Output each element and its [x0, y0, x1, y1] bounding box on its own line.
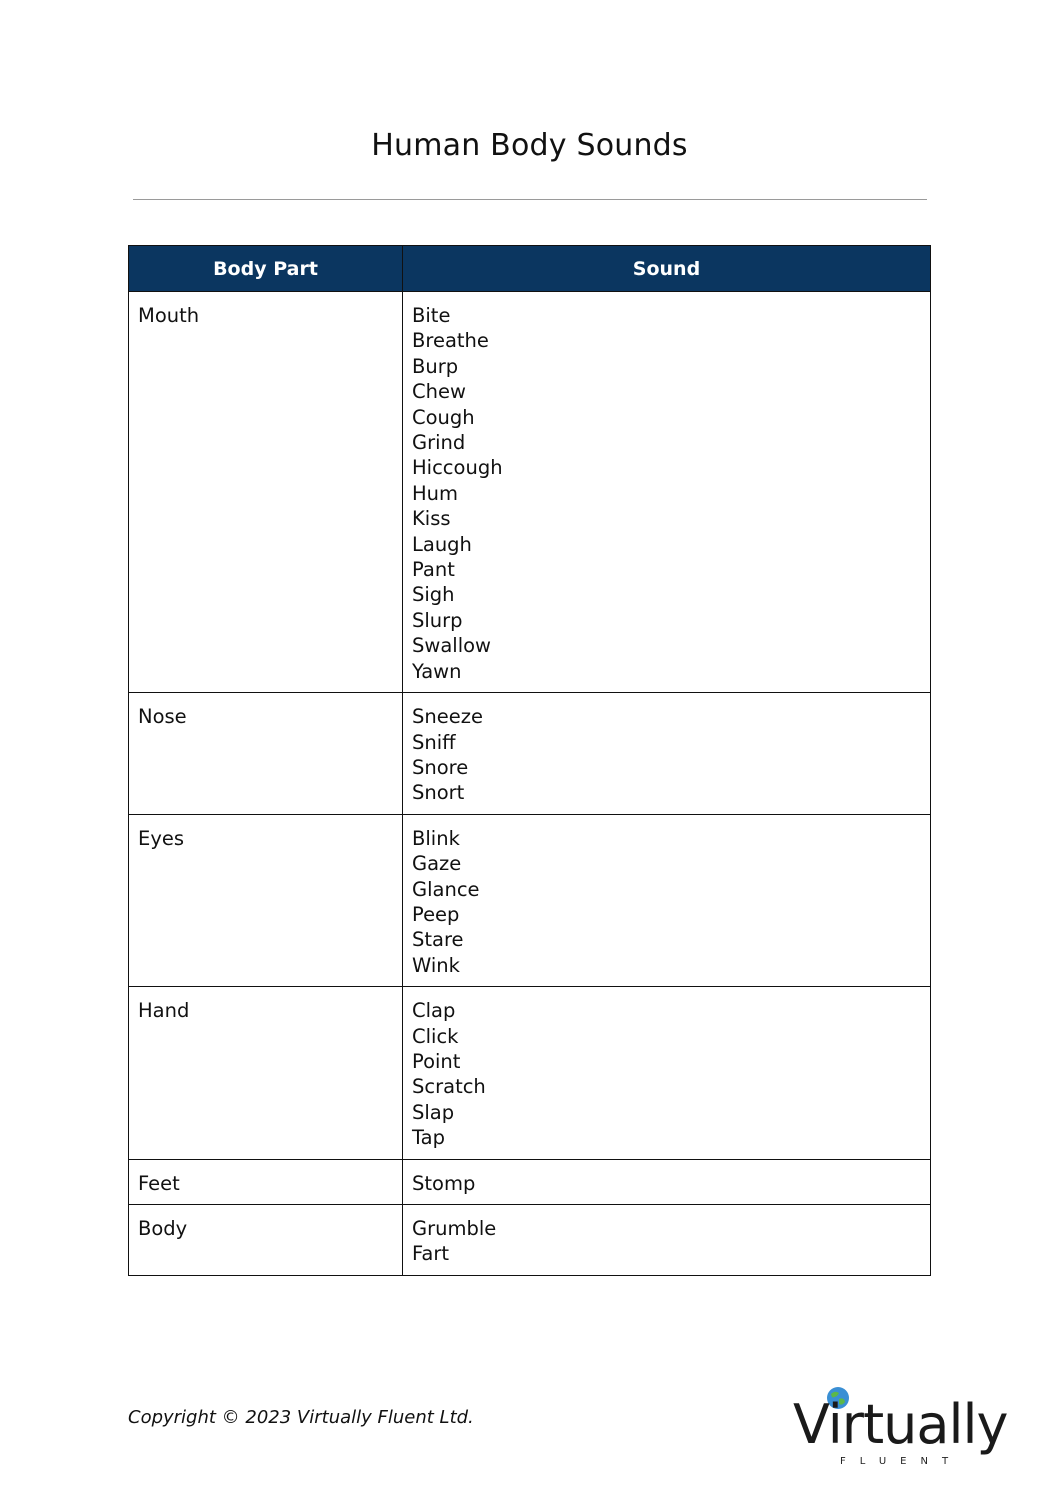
body-part-cell: Body	[129, 1205, 403, 1276]
body-part-cell: Feet	[129, 1159, 403, 1204]
logo-wordmark: Virtually	[793, 1393, 1008, 1456]
sound-item: Pant	[412, 558, 455, 582]
sound-item: Cough	[412, 405, 475, 429]
sound-item: Swallow	[412, 634, 491, 658]
sound-item: Stare	[412, 928, 464, 952]
body-sounds-table	[128, 245, 931, 1276]
table-row	[129, 814, 931, 986]
sound-item: Gaze	[412, 852, 462, 876]
logo-subtitle: FLUENT	[840, 1456, 963, 1467]
sound-item: Grind	[412, 431, 466, 455]
body-part-cell: Nose	[129, 693, 403, 815]
sound-item: Snort	[412, 781, 465, 805]
sound-item: Laugh	[412, 532, 472, 556]
sound-item: Scratch	[412, 1075, 486, 1099]
body-part-cell: Eyes	[129, 814, 403, 986]
copyright-notice: Copyright © 2023 Virtually Fluent Ltd.	[128, 1407, 474, 1428]
virtually-fluent-logo	[790, 1383, 1008, 1473]
header-body-part: Body Part	[129, 246, 403, 292]
sound-cell	[403, 292, 931, 693]
page-title: Human Body Sounds	[371, 128, 688, 163]
table-body	[129, 292, 931, 1276]
sound-item: Burp	[412, 354, 459, 378]
sound-item: Sneeze	[412, 705, 483, 729]
sound-cell	[403, 987, 931, 1159]
sound-item: Glance	[412, 877, 480, 901]
sound-item: Clap	[412, 999, 456, 1023]
sound-cell	[403, 1159, 931, 1204]
sound-item: Blink	[412, 826, 460, 850]
sound-item: Sniff	[412, 730, 456, 754]
sound-item: Breathe	[412, 329, 489, 353]
body-part-cell: Hand	[129, 987, 403, 1159]
header-sound: Sound	[403, 246, 931, 292]
sound-cell	[403, 693, 931, 815]
sound-item: Wink	[412, 953, 460, 977]
table-row	[129, 987, 931, 1159]
sound-item: Fart	[412, 1242, 450, 1266]
table-row	[129, 292, 931, 693]
sound-item: Hum	[412, 481, 459, 505]
sound-item: Bite	[412, 304, 451, 327]
table-row	[129, 693, 931, 815]
sound-item: Slurp	[412, 608, 463, 632]
sound-item: Chew	[412, 380, 466, 404]
sound-item: Stomp	[412, 1171, 476, 1195]
sound-item: Slap	[412, 1100, 455, 1124]
table-row	[129, 1159, 931, 1204]
sound-item: Tap	[412, 1126, 446, 1150]
title-divider	[133, 199, 927, 200]
sound-item: Click	[412, 1024, 459, 1048]
sound-cell	[403, 814, 931, 986]
table-header-row	[129, 246, 931, 292]
sound-item: Hiccough	[412, 456, 503, 480]
sound-cell	[403, 1205, 931, 1276]
sound-item: Yawn	[412, 659, 462, 683]
sound-item: Point	[412, 1049, 461, 1073]
sound-item: Peep	[412, 902, 460, 926]
sound-item: Grumble	[412, 1217, 497, 1240]
table-row	[129, 1205, 931, 1276]
sound-item: Snore	[412, 755, 469, 779]
sound-item: Kiss	[412, 507, 451, 531]
sound-item: Sigh	[412, 583, 455, 607]
body-part-cell: Mouth	[129, 292, 403, 693]
